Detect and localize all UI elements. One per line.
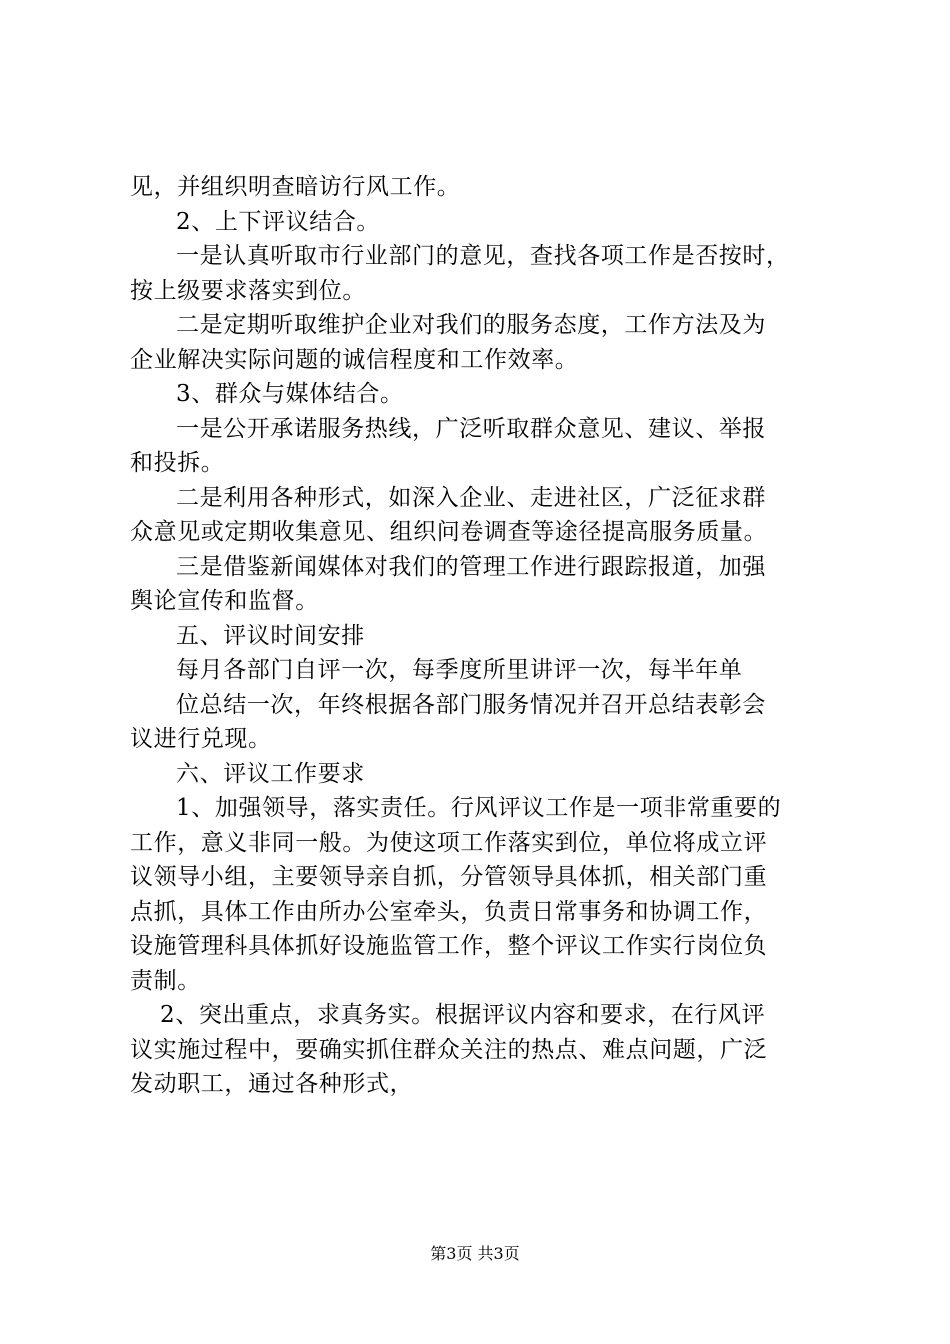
text-line: 2、上下评议结合。 <box>176 208 381 235</box>
text-line: 议进行兑现。 <box>130 726 272 752</box>
text-line: 2、突出重点，求真务实。根据评议内容和要求，在行风评 <box>160 1002 766 1028</box>
text-line: 工作，意义非同一般。为使这项工作落实到位，单位将成立评 <box>130 829 768 856</box>
text-line: 责制。 <box>130 967 201 994</box>
text-line: 一是认真听取市行业部门的意见，查找各项工作是否按时， <box>176 243 790 269</box>
text-line: 议领导小组，主要领导亲自抓，分管领导具体抓，相关部门重 <box>130 864 768 890</box>
text-line: 和投拆。 <box>130 450 225 476</box>
text-line: 3、群众与媒体结合。 <box>176 381 404 407</box>
text-line: 设施管理科具体抓好设施监管工作，整个评议工作实行岗位负 <box>130 933 768 959</box>
page-number: 第3页 共3页 <box>430 1244 520 1263</box>
section-heading: 六、评议工作要求 <box>176 760 365 787</box>
text-line: 二是利用各种形式，如深入企业、走进社区，广泛征求群 <box>176 484 766 511</box>
document-body <box>130 170 830 1102</box>
text-line: 点抓，具体工作由所办公室牵头，负责日常事务和协调工作， <box>130 898 768 925</box>
text-line: 议实施过程中，要确实抓住群众关注的热点、难点问题，广泛 <box>130 1036 768 1063</box>
text-line: 按上级要求落实到位。 <box>130 277 366 304</box>
text-line: 企业解决实际问题的诚信程度和工作效率。 <box>130 346 579 373</box>
text-line: 每月各部门自评一次，每季度所里讲评一次，每半年单 <box>176 657 743 683</box>
text-line: 舆论宣传和监督。 <box>130 588 319 614</box>
text-line: 位总结一次，年终根据各部门服务情况并召开总结表彰会 <box>176 691 766 718</box>
text-line: 一是公开承诺服务热线，广泛听取群众意见、建议、举报 <box>176 415 766 442</box>
text-line: 众意见或定期收集意见、组织问卷调查等途径提高服务质量。 <box>130 519 768 545</box>
text-line: 见，并组织明查暗访行风工作。 <box>130 174 461 200</box>
section-heading: 五、评议时间安排 <box>176 622 365 649</box>
text-line: 发动职工，通过各种形式， <box>130 1071 414 1097</box>
text-line: 三是借鉴新闻媒体对我们的管理工作进行跟踪报道，加强 <box>176 553 766 580</box>
text-line: 二是定期听取维护企业对我们的服务态度，工作方法及为 <box>176 312 766 338</box>
text-line: 1、加强领导，落实责任。行风评议工作是一项非常重要的 <box>176 795 782 821</box>
page-footer <box>0 1244 950 1264</box>
